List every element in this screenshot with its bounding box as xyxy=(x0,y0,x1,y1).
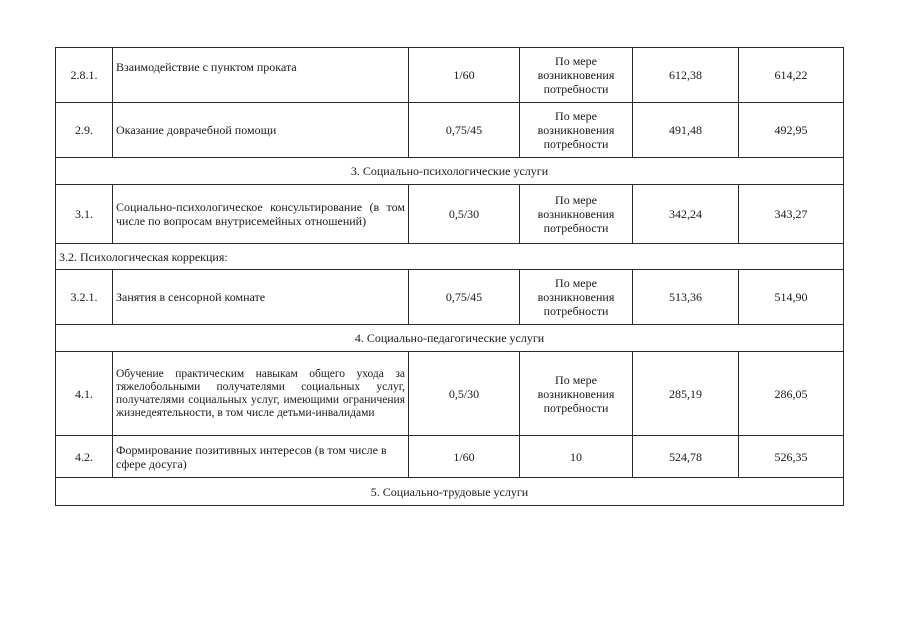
service-period: По мере возникновения потребности xyxy=(520,352,633,436)
section-header xyxy=(56,478,844,506)
row-number: 4.2. xyxy=(56,436,113,478)
row-number: 3.1. xyxy=(56,185,113,244)
service-name: Формирование позитивных интересов (в том числе в сфере досуга) xyxy=(113,436,409,478)
time-norm: 1/60 xyxy=(409,48,520,103)
service-period: По мере возникновения потребности xyxy=(520,185,633,244)
section-header xyxy=(56,325,844,352)
time-norm: 0,75/45 xyxy=(409,270,520,325)
table-row xyxy=(56,270,844,325)
subsection-title: 3.2. Психологическая коррекция: xyxy=(56,244,844,270)
section-title: 3. Социально-психологические услуги xyxy=(56,158,844,185)
price-2: 492,95 xyxy=(739,103,844,158)
row-number: 3.2.1. xyxy=(56,270,113,325)
service-name: Взаимодействие с пунктом проката xyxy=(113,48,409,103)
service-period: 10 xyxy=(520,436,633,478)
service-period: По мере возникновения потребности xyxy=(520,270,633,325)
table-row xyxy=(56,103,844,158)
price-1: 524,78 xyxy=(633,436,739,478)
section-title: 4. Социально-педагогические услуги xyxy=(56,325,844,352)
price-2: 343,27 xyxy=(739,185,844,244)
price-2: 514,90 xyxy=(739,270,844,325)
time-norm: 0,5/30 xyxy=(409,185,520,244)
service-name: Социально-психологическое консультирование (в том числе по вопросам внутрисемейных отношений) xyxy=(113,185,409,244)
section-header xyxy=(56,158,844,185)
price-1: 513,36 xyxy=(633,270,739,325)
table-row xyxy=(56,436,844,478)
services-table xyxy=(55,47,844,506)
price-2: 526,35 xyxy=(739,436,844,478)
price-1: 612,38 xyxy=(633,48,739,103)
price-1: 285,19 xyxy=(633,352,739,436)
price-2: 614,22 xyxy=(739,48,844,103)
service-period: По мере возникновения потребности xyxy=(520,103,633,158)
price-1: 342,24 xyxy=(633,185,739,244)
table-row xyxy=(56,185,844,244)
service-name: Обучение практическим навыкам общего ухода за тяжелобольными получателями социальных услуг, получателями социальных услуг, имеющими ограничения жизнедеятельности, в том числе детьми-инвалидами xyxy=(113,352,409,436)
section-title: 5. Социально-трудовые услуги xyxy=(56,478,844,506)
time-norm: 0,5/30 xyxy=(409,352,520,436)
service-period: По мере возникновения потребности xyxy=(520,48,633,103)
row-number: 2.9. xyxy=(56,103,113,158)
service-name: Оказание доврачебной помощи xyxy=(113,103,409,158)
price-1: 491,48 xyxy=(633,103,739,158)
table-row xyxy=(56,48,844,103)
subsection-header xyxy=(56,244,844,270)
price-2: 286,05 xyxy=(739,352,844,436)
row-number: 4.1. xyxy=(56,352,113,436)
row-number: 2.8.1. xyxy=(56,48,113,103)
table-row xyxy=(56,352,844,436)
time-norm: 0,75/45 xyxy=(409,103,520,158)
time-norm: 1/60 xyxy=(409,436,520,478)
service-name: Занятия в сенсорной комнате xyxy=(113,270,409,325)
